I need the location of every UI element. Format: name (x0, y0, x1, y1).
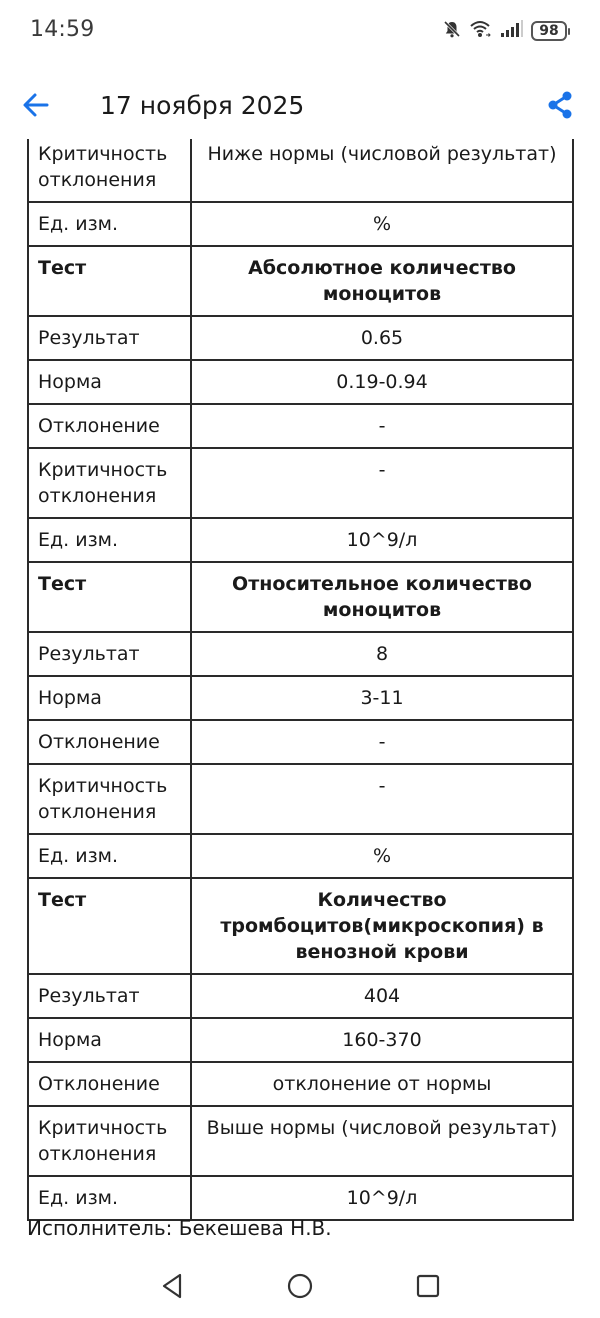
results-table-wrap (27, 139, 574, 1221)
row-label: Тест (28, 562, 191, 632)
table-row (28, 202, 573, 246)
row-value: отклонение от нормы (191, 1062, 573, 1106)
test-header-row (28, 562, 573, 632)
row-label: Норма (28, 1018, 191, 1062)
row-value: % (191, 834, 573, 878)
row-value: 3-11 (191, 676, 573, 720)
status-time: 14:59 (30, 17, 95, 42)
row-label: Тест (28, 246, 191, 316)
wifi-icon (469, 19, 493, 43)
table-row (28, 676, 573, 720)
share-icon (545, 90, 575, 124)
row-value: 10^9/л (191, 518, 573, 562)
status-bar (0, 0, 600, 62)
table-row (28, 1176, 573, 1220)
executor-label: Исполнитель: Бекешева Н.В. (27, 1216, 332, 1240)
table-row (28, 632, 573, 676)
row-label: Норма (28, 360, 191, 404)
back-triangle-icon (158, 1271, 186, 1305)
row-label: Критичность отклонения (28, 764, 191, 834)
nav-back-button[interactable] (154, 1270, 190, 1306)
table-row (28, 834, 573, 878)
row-label: Критичность отклонения (28, 448, 191, 518)
row-label: Критичность отклонения (28, 139, 191, 202)
row-label: Ед. изм. (28, 834, 191, 878)
back-button[interactable] (18, 89, 54, 125)
row-value: 404 (191, 974, 573, 1018)
row-value: Выше нормы (числовой результат) (191, 1106, 573, 1176)
row-value: 10^9/л (191, 1176, 573, 1220)
battery-indicator (531, 21, 570, 41)
results-content[interactable] (0, 139, 600, 1249)
row-value: % (191, 202, 573, 246)
table-row (28, 518, 573, 562)
row-label: Ед. изм. (28, 518, 191, 562)
row-value: - (191, 764, 573, 834)
table-row (28, 720, 573, 764)
row-value: - (191, 448, 573, 518)
test-name: Количество тромбоцитов(микроскопия) в венозной крови (191, 878, 573, 974)
row-label: Результат (28, 632, 191, 676)
row-value: - (191, 720, 573, 764)
row-value: 160-370 (191, 1018, 573, 1062)
row-label: Тест (28, 878, 191, 974)
table-row (28, 316, 573, 360)
page-title: 17 ноября 2025 (100, 91, 305, 120)
row-value: 8 (191, 632, 573, 676)
test-name: Относительное количество моноцитов (191, 562, 573, 632)
status-icons (442, 19, 570, 43)
table-row (28, 448, 573, 518)
row-label: Результат (28, 974, 191, 1018)
arrow-left-icon (21, 90, 51, 124)
row-value: 0.65 (191, 316, 573, 360)
table-row (28, 1106, 573, 1176)
row-label: Отклонение (28, 404, 191, 448)
row-value: - (191, 404, 573, 448)
row-label: Отклонение (28, 720, 191, 764)
row-label: Ед. изм. (28, 202, 191, 246)
recents-square-icon (413, 1271, 443, 1305)
table-row (28, 974, 573, 1018)
bell-muted-icon (442, 19, 462, 43)
row-label: Отклонение (28, 1062, 191, 1106)
app-bar (0, 75, 600, 139)
row-label: Результат (28, 316, 191, 360)
table-row (28, 1018, 573, 1062)
row-label: Норма (28, 676, 191, 720)
table-row (28, 1062, 573, 1106)
share-button[interactable] (542, 89, 578, 125)
battery-level: 98 (531, 21, 567, 41)
results-table (27, 139, 574, 1221)
row-value: Ниже нормы (числовой результат) (191, 139, 573, 202)
test-header-row (28, 878, 573, 974)
table-row (28, 764, 573, 834)
nav-home-button[interactable] (282, 1270, 318, 1306)
test-name: Абсолютное количество моноцитов (191, 246, 573, 316)
table-row (28, 139, 573, 202)
home-circle-icon (285, 1271, 315, 1305)
system-nav-bar (0, 1258, 600, 1318)
battery-tip (568, 28, 570, 35)
results-table-body (28, 139, 573, 1220)
signal-icon (500, 19, 524, 43)
row-label: Ед. изм. (28, 1176, 191, 1220)
table-row (28, 360, 573, 404)
row-value: 0.19-0.94 (191, 360, 573, 404)
row-label: Критичность отклонения (28, 1106, 191, 1176)
test-header-row (28, 246, 573, 316)
nav-recents-button[interactable] (410, 1270, 446, 1306)
table-row (28, 404, 573, 448)
